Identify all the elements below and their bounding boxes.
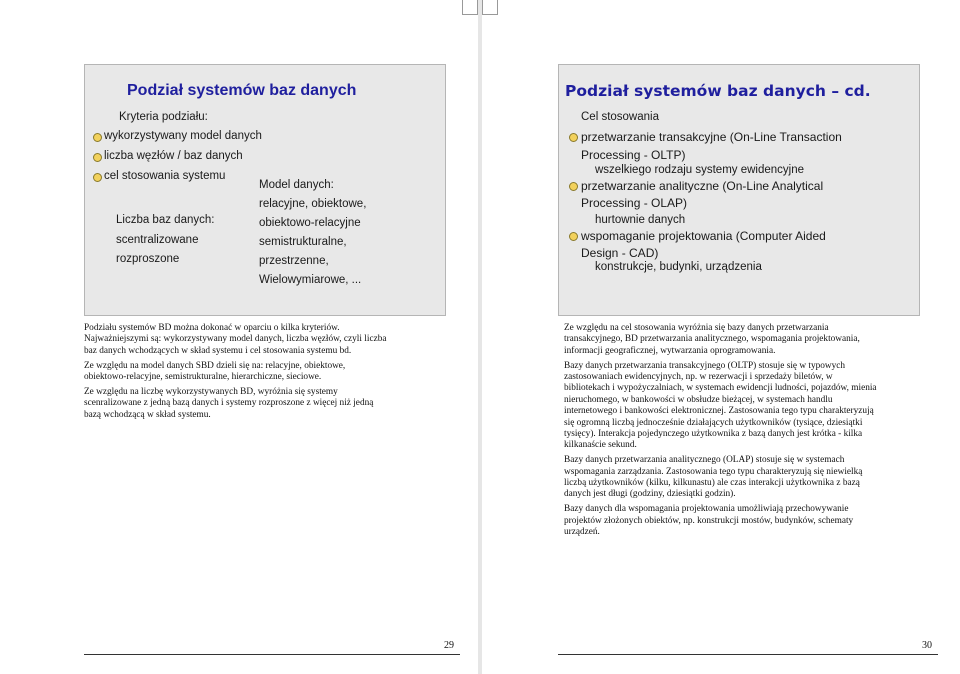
criteria-item: liczba węzłów / baz danych: [104, 150, 243, 162]
bullet-icon: [569, 182, 578, 191]
slide-title: Podział systemów baz danych – cd.: [565, 82, 871, 100]
model-item: Wielowymiarowe, ...: [259, 274, 362, 286]
note-paragraph: Ze względu na cel stosowania wyróżnia się bazy danych przetwarzania transakcyjnego, BD przetwarzania analitycznego, wspomagania projektowania, informacji geograficznej, wytwarzania oprogramowania.: [564, 323, 860, 356]
note-paragraph: Ze względu na liczbę wykorzystywanych BD, wyróżnia się systemy scenralizowane z jedną bazą danych i systemy rozproszone z więcej niż jedną bazą wchodzącą w skład systemu.: [84, 386, 374, 420]
slide-right: [558, 64, 920, 316]
page-footer-rule: [558, 654, 938, 655]
model-item: relacyjne, obiektowe,: [259, 198, 367, 210]
criteria-heading: Kryteria podziału:: [119, 111, 208, 123]
criteria-item: wykorzystywany model danych: [104, 130, 262, 142]
model-item: przestrzenne,: [259, 255, 329, 267]
criteria-item: cel stosowania systemu: [104, 170, 226, 182]
model-item: obiektowo-relacyjne: [259, 217, 361, 229]
purpose-subitem: wszelkiego rodzaju systemy ewidencyjne: [595, 164, 805, 176]
purpose-item-cont: Design - CAD): [581, 246, 659, 260]
bullet-icon: [569, 232, 578, 241]
purpose-heading: Cel stosowania: [581, 111, 659, 123]
notes-right: [564, 323, 878, 542]
model-heading: Model danych:: [259, 179, 334, 191]
purpose-subitem: hurtownie danych: [595, 214, 686, 226]
bullet-icon: [569, 133, 578, 142]
purpose-item-cont: Processing - OLTP): [581, 148, 686, 162]
slide-title: Podział systemów baz danych: [127, 82, 357, 99]
page-footer-rule: [84, 654, 460, 655]
bullet-icon: [93, 153, 102, 162]
model-item: semistrukturalne,: [259, 236, 347, 248]
page-corner-mark: [482, 0, 498, 15]
nodes-item: scentralizowane: [116, 234, 199, 246]
purpose-item: przetwarzanie analityczne (On-Line Analytical: [581, 179, 824, 193]
notes-left: [84, 323, 388, 424]
nodes-item: rozproszone: [116, 253, 180, 265]
note-paragraph: Bazy danych przetwarzania transakcyjnego (OLTP) stosuje się w typowych zastosowaniach ewidencyjnych, np. w rezerwacji i sprzedaży biletów, w bibliotekach i wypożyczalniach, w systemach ewidencji ludności, pojazdów, mienia nieruchomego, w bankowości w obsłudze bieżącej, w systemach handlu internetowego i bankowości elektronicznej. Zastosowania tego typu charakteryzują się ogromną liczbą jednocześnie działających użytkowników (tysiące, dziesiątki tysięcy). Interakcja pojedynczego użytkownika z bazą danych jest krótka - kilka kilkanaście sekund.: [564, 360, 877, 451]
bullet-icon: [93, 173, 102, 182]
note-paragraph: Bazy danych przetwarzania analitycznego (OLAP) stosuje się w systemach wspomagania zarządzania. Zastosowania tego typu charakteryzują się niewielką liczbą użytkowników (kilku, kilkunastu) ale czas interakcji użytkownika z bazą danych jest długi (godziny, dziesiątki godzin).: [564, 455, 863, 500]
nodes-heading: Liczba baz danych:: [116, 214, 215, 226]
bullet-icon: [93, 133, 102, 142]
purpose-subitem: konstrukcje, budynki, urządzenia: [595, 261, 762, 273]
page-number: 30: [922, 640, 932, 651]
page-number: 29: [444, 640, 454, 651]
slide-left: [84, 64, 446, 316]
purpose-item-cont: Processing - OLAP): [581, 196, 688, 210]
purpose-item: przetwarzanie transakcyjne (On-Line Transaction: [581, 130, 842, 144]
page-corner-mark: [462, 0, 478, 15]
note-paragraph: Ze względu na model danych SBD dzieli się na: relacyjne, obiektowe, obiektowo-relacyjne, semistrukturalne, hierarchiczne, sieciowe.: [84, 360, 346, 383]
note-paragraph: Bazy danych dla wspomagania projektowania umożliwiają przechowywanie projektów złożonych obiektów, np. konstrukcji mostów, budynków, schematy urządzeń.: [564, 504, 854, 538]
purpose-item: wspomaganie projektowania (Computer Aided: [581, 229, 826, 243]
note-paragraph: Podziału systemów BD można dokonać w oparciu o kilka kryteriów. Najważniejszymi są: wykorzystywany model danych, liczba węzłów, czyli liczba baz danych wchodzących w skład systemu i cel stosowania systemu bd.: [84, 323, 387, 356]
